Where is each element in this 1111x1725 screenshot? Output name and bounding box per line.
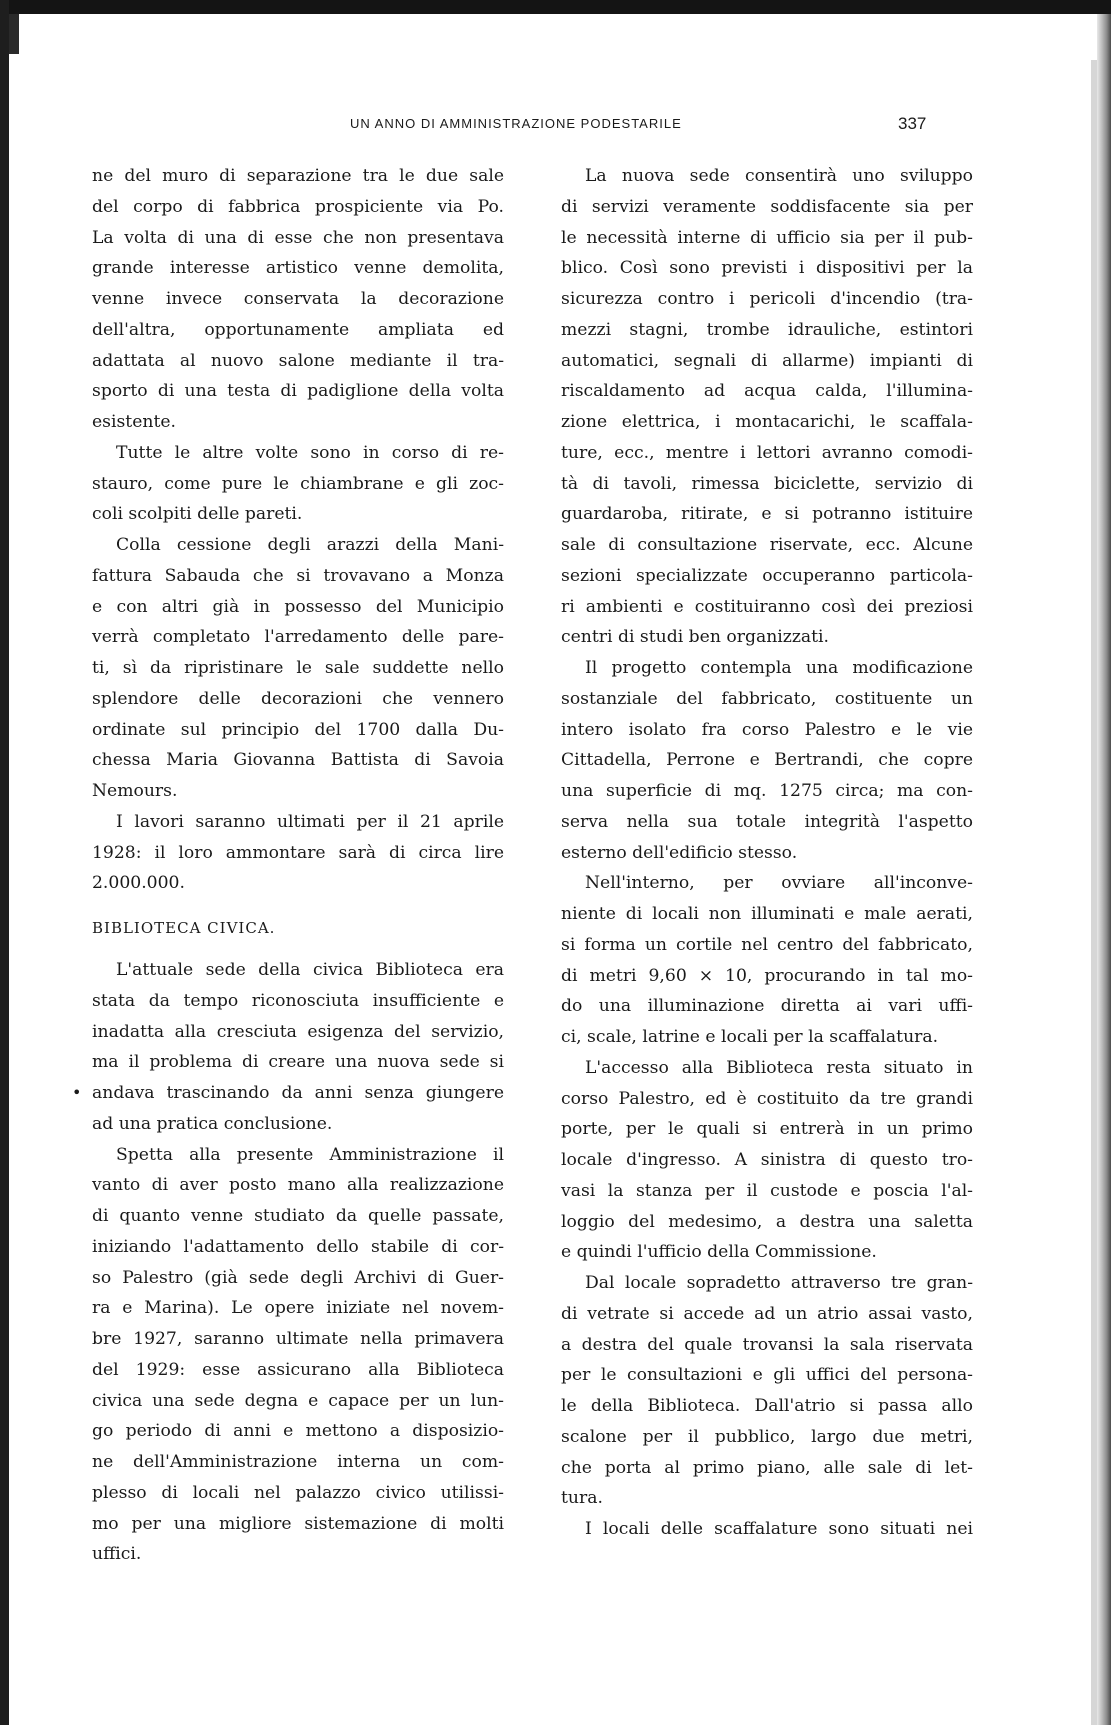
text-line: sicurezza contro i pericoli d'incendio (tra-	[561, 289, 973, 309]
text-line: sporto di una testa di padiglione della volta	[92, 381, 504, 402]
text-line: corso Palestro, ed è costituito da tre grandi	[561, 1088, 973, 1109]
left-column	[72, 161, 504, 1570]
text-line: ad una pratica conclusione.	[92, 1113, 333, 1134]
page-number: 337	[898, 114, 927, 133]
text-line: del corpo di fabbrica prospiciente via Po.	[92, 196, 504, 217]
text-line	[72, 1078, 504, 1109]
text-line: mezzi stagni, trombe idrauliche, estintori	[561, 319, 973, 340]
text-line: locale d'ingresso. A sinistra di questo tro-	[561, 1150, 973, 1170]
text-line: plesso di locali nel palazzo civico utilissi-	[92, 1482, 504, 1503]
text-line: ordinate sul principio del 1700 dalla Du-	[92, 719, 504, 740]
paragraph-project	[561, 653, 973, 868]
text-line: civica una sede degna e capace per un lun-	[92, 1390, 504, 1411]
text-line: ri ambienti e costituiranno così dei preziosi	[561, 596, 973, 617]
text-line: e con altri già in possesso del Municipio	[92, 596, 504, 617]
text-line: tura.	[561, 1488, 603, 1509]
text-line: blico. Così sono previsti i dispositivi per la	[561, 258, 973, 279]
text-line: 2.000.000.	[92, 873, 185, 894]
text-line: La volta di una di esse che non presentava	[92, 227, 504, 248]
text-line: ra e Marina). Le opere iniziate nel novem-	[92, 1298, 504, 1319]
text-line: per le consultazioni e gli uffici del persona-	[561, 1365, 973, 1386]
text-line: I locali delle scaffalature sono situati nei	[585, 1519, 973, 1539]
paragraph-works-completion	[92, 807, 504, 899]
text-line: una superficie di mq. 1275 circa; ma con-	[561, 781, 973, 801]
text-line: che porta al primo piano, alle sale di let-	[561, 1457, 973, 1478]
text-line: sezioni specializzate occuperanno particola-	[561, 565, 973, 586]
text-line: bre 1927, saranno ultimate nella primavera	[92, 1329, 504, 1349]
text-line: centri di studi ben organizzati.	[561, 627, 829, 648]
margin-bullet: •	[72, 1083, 82, 1102]
text-line: ne del muro di separazione tra le due sale	[92, 166, 504, 186]
text-line: 1928: il loro ammontare sarà di circa lire	[92, 842, 504, 863]
text-line: ti, sì da ripristinare le sale suddette nello	[92, 658, 504, 678]
text-line: do una illuminazione diretta ai vari uffi-	[561, 996, 973, 1017]
paragraph-shelving	[561, 1514, 973, 1545]
text-line: serva nella sua totale integrità l'aspetto	[561, 811, 973, 832]
text-line: sostanziale del fabbricato, costituente un	[561, 688, 973, 709]
text-line: Nemours.	[92, 781, 178, 801]
text-line: grande interesse artistico venne demolita,	[92, 258, 504, 279]
text-line: splendore delle decorazioni che vennero	[92, 688, 504, 709]
text-line: Colla cessione degli arazzi della Mani-	[116, 535, 504, 555]
text-line: vasi la stanza per il custode e poscia l'al-	[561, 1180, 973, 1201]
text-line: I lavori saranno ultimati per il 21 aprile	[116, 811, 504, 832]
text-line: so Palestro (già sede degli Archivi di Guer-	[92, 1267, 504, 1288]
running-head: UN ANNO DI AMMINISTRAZIONE PODESTARILE	[350, 116, 682, 131]
text-line: esistente.	[92, 412, 176, 432]
text-line: zione elettrica, i montacarichi, le scaffala-	[561, 412, 973, 432]
text-line: chessa Maria Giovanna Battista di Savoia	[92, 750, 504, 771]
text-line: adattata al nuovo salone mediante il tra-	[92, 350, 504, 371]
text-line: uffici.	[92, 1544, 142, 1565]
text-line: tà di tavoli, rimessa biciclette, servizio di	[561, 473, 973, 494]
text-line: dell'altra, opportunamente ampliata ed	[92, 319, 504, 340]
text-line: L'attuale sede della civica Biblioteca era	[116, 960, 504, 980]
text-line: sale di consultazione riservate, ecc. Alcune	[561, 535, 973, 555]
text-line: fattura Sabauda che si trovavano a Monza	[92, 565, 504, 586]
text-line: automatici, segnali di allarme) impianti di	[561, 350, 973, 371]
paragraph-partition-walls	[92, 161, 504, 438]
paragraph-library-seat	[72, 955, 504, 1140]
text-line: scalone per il pubblico, largo due metri,	[561, 1426, 973, 1447]
text-line: L'accesso alla Biblioteca resta situato in	[585, 1057, 973, 1078]
text-line: a destra del quale trovansi la sala riservata	[561, 1334, 973, 1355]
paragraph-new-seat	[561, 161, 973, 653]
text-line: vanto di aver posto mano alla realizzazione	[92, 1175, 504, 1196]
text-line: di quanto venne studiato da quelle passate,	[92, 1206, 504, 1226]
text-line-content: andava trascinando da anni senza giungere	[92, 1083, 504, 1103]
text-line: del 1929: esse assicurano alla Biblioteca	[92, 1359, 504, 1380]
text-line: Spetta alla presente Amministrazione il	[116, 1144, 504, 1165]
text-line: Il progetto contempla una modificazione	[585, 658, 973, 678]
text-line: porte, per le quali si entrerà in un primo	[561, 1119, 973, 1140]
paragraph-vaults-restoration	[92, 438, 504, 530]
text-line: loggio del medesimo, a destra una saletta	[561, 1211, 973, 1232]
text-line: coli scolpiti delle pareti.	[92, 504, 303, 525]
text-line: si forma un cortile nel centro del fabbricato,	[561, 934, 973, 955]
text-line: mo per una migliore sistemazione di molti	[92, 1513, 504, 1534]
text-line: stauro, come pure le chiambrane e gli zoc-	[92, 473, 504, 494]
paragraph-tapestries	[92, 530, 504, 807]
text-line: Cittadella, Perrone e Bertrandi, che copre	[561, 750, 973, 771]
text-line: di servizi veramente soddisfacente sia per	[561, 196, 973, 217]
text-line: Dal locale sopradetto attraverso tre gran-	[585, 1273, 973, 1293]
text-line: ci, scale, latrine e locali per la scaffalatura.	[561, 1027, 939, 1047]
paragraph-administration	[92, 1140, 504, 1571]
text-line: inadatta alla cresciuta esigenza del servizio,	[92, 1021, 504, 1042]
paragraph-atrium	[561, 1268, 973, 1514]
text-line: Tutte le altre volte sono in corso di re-	[116, 442, 504, 463]
paragraph-access	[561, 1053, 973, 1268]
text-line: ma il problema di creare una nuova sede si	[92, 1052, 504, 1073]
text-line: ture, ecc., mentre i lettori avranno comodi-	[561, 442, 973, 463]
text-line: go periodo di anni e mettono a disposizio-	[92, 1421, 504, 1442]
text-line: di metri 9,60 × 10, procurando in tal mo-	[561, 965, 973, 986]
text-line: di vetrate si accede ad un atrio assai vasto,	[561, 1303, 973, 1324]
text-line: e quindi l'ufficio della Commissione.	[561, 1242, 877, 1263]
text-line: esterno dell'edificio stesso.	[561, 842, 798, 863]
paragraph-courtyard	[561, 868, 973, 1053]
section-heading: BIBLIOTECA CIVICA.	[92, 919, 276, 937]
text-line: niente di locali non illuminati e male aerati,	[561, 904, 973, 924]
text-line: venne invece conservata la decorazione	[92, 289, 504, 309]
text-line: ne dell'Amministrazione interna un com-	[92, 1452, 504, 1472]
text-line: le necessità interne di ufficio sia per il pub-	[561, 227, 973, 248]
text-line: guardaroba, ritirate, e si potranno istituire	[561, 504, 973, 525]
text-line: Nell'interno, per ovviare all'inconve-	[585, 873, 973, 894]
text-line: verrà completato l'arredamento delle pare-	[92, 627, 504, 648]
text-line: La nuova sede consentirà uno sviluppo	[585, 166, 973, 186]
text-line: stata da tempo riconosciuta insufficiente e	[92, 990, 504, 1011]
right-column	[561, 161, 973, 1545]
text-line: iniziando l'adattamento dello stabile di cor-	[92, 1236, 504, 1257]
text-line: intero isolato fra corso Palestro e le vie	[561, 719, 973, 740]
text-line: riscaldamento ad acqua calda, l'illumina-	[561, 381, 973, 402]
text-line: le della Biblioteca. Dall'atrio si passa allo	[561, 1396, 973, 1416]
